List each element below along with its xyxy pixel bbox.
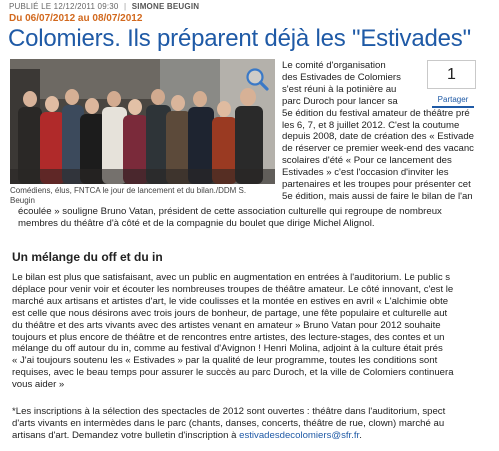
text-line: marché aux artisans et artistes d'art, le vide coulisses et la montée en estives en avril « L'alchimie obte [12,295,449,307]
text-line: artisans d'art. Demandez votre bulletin d'inscription à [12,429,237,441]
text-line: membres du théâtre d'à côté et de la compagnie du boulet que dirige Michel Alignol. [18,217,375,229]
text-line: requises, avec le beau temps pour assurer le succès au parc Duroch, et la ville de Colomiers continuera [12,367,454,379]
text-line: depuis 2008, date de création des « Estivade [282,131,475,143]
article-meta [9,2,199,11]
text-line: scolaires d'été « Pour ce lancement des [282,155,452,167]
text-line: les 6, 7, et 8 juillet 2012. C'est la coutume [282,119,460,131]
intro-paragraph-continued [18,206,499,230]
text-line: s'est réuni à la potinière au [282,83,397,95]
text-line-with-email [12,430,499,442]
text-line: Estivades » c'est l'occasion d'inviter les [282,167,449,179]
text-line: de réserver ce premier week-end des vacanc [282,143,474,155]
text-line: Le comité d'organisation [282,60,386,71]
text-line: des Estivades de Colomiers [282,71,401,83]
group-photo-image [10,59,275,184]
text-line: parc Duroch pour lancer sa [282,95,398,107]
sentence-end: . [359,429,362,441]
section-heading: Un mélange du off et du in [12,250,163,264]
text-line: *Les inscriptions à la sélection des spectacles de 2012 sont ouvertes : théâtre dans l'auditorium, spect [12,406,446,417]
published-date: PUBLIÉ LE 12/12/2011 09:30 [9,2,119,11]
author-name[interactable]: SIMONE BEUGIN [131,2,200,11]
meta-separator: | [124,2,127,11]
photo-caption: Comédiens, élus, FNTCA le jour de lancement et du bilan./DDM S. Beugin [10,186,247,205]
magnifier-icon[interactable] [244,66,270,92]
text-line: 5e édition, mais aussi de faire le bilan de l'an [282,190,473,202]
body-paragraph [12,272,499,391]
text-line: déplace pour venir voir et écouter les nombreuses troupes de théâtre amateur. Le côté innovant, c'est le [12,283,454,295]
event-date-range: Du 06/07/2012 au 08/07/2012 [9,13,143,24]
share-button[interactable]: Partager [432,94,474,108]
text-line: 5e édition du festival amateur de théâtre pré [282,107,470,119]
text-line: d'arts vivants en intermèdes dans le parc (chants, danses, concerts, théâtre de rue, clown) marché au [12,417,445,429]
text-line: est celle que nous désirons avec trois jours de bonheur, de partage, une fête populaire et culturelle aut [12,307,448,319]
text-line: toujours et plus encore de théâtre et de rencontres entre artistes, des lecture-stages, des contes et un [12,331,445,343]
text-line: du théâtre et des arts vivants avec des artistes venant en amateur » Bruno Vatan pour 2012 souhaite [12,319,441,331]
text-line: Le bilan est plus que satisfaisant, avec un public en augmentation en entrées à l'auditorium. Le public s [12,272,451,283]
text-line: « J'ai toujours soutenu les « Estivades » par la qualité de leur programme, toutes les conditions sont [12,355,438,367]
article-photo[interactable] [10,59,275,184]
text-line: mélange du off autour du in, comme au festival d'Avignon ! Henri Molina, adjoint à la culture était prés [12,343,443,355]
text-line: vous aider » [12,379,65,391]
article-title: Colomiers. Ils préparent déjà les "Estivades" [8,25,471,52]
intro-paragraph [282,60,499,203]
footer-paragraph [12,406,499,442]
text-line: partenaires et les troupes pour présenter cet [282,179,471,191]
email-link[interactable]: estivadesdecolomiers@sfr.fr [239,429,360,441]
share-count: 1 [427,60,476,89]
text-line: écoulée » souligne Bruno Vatan, président de cette association culturelle qui regroupe de nombreux [18,206,442,217]
